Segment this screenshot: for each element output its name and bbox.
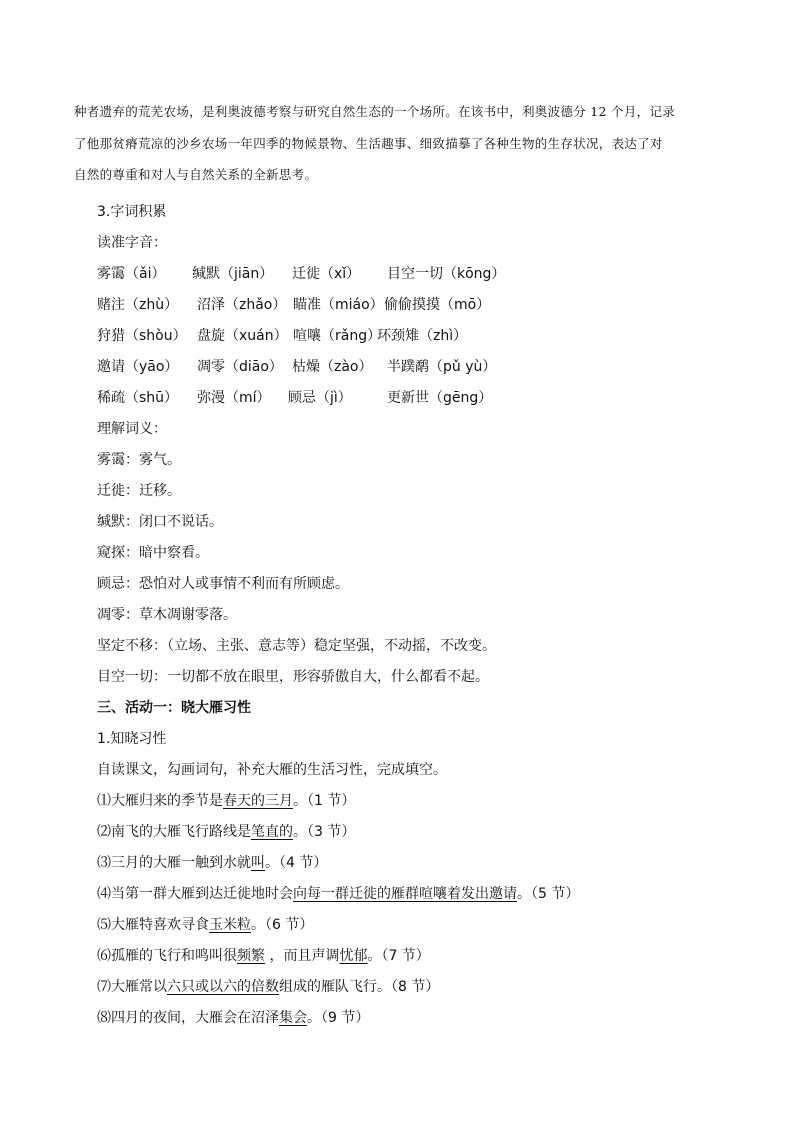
definition-item: 凋零：草木凋谢零落。	[97, 607, 237, 623]
definition-item: 窥探：暗中察看。	[97, 545, 209, 561]
intro-line-2: 了他那贫瘠荒凉的沙乡农场一年四季的物候景物、生活趣事、细致描摹了各种生物的生存状况，表达了对	[74, 136, 663, 151]
definitions-heading: 理解词义：	[97, 421, 167, 437]
item-answer: 集会	[279, 1010, 307, 1026]
item-answer: 笔直的	[251, 824, 293, 840]
pron-word: 顾忌（jì）	[288, 390, 352, 406]
pron-word: 环颈雉（zhì）	[377, 328, 468, 344]
fill-blank-item	[97, 915, 313, 935]
item-text: 。（7 节）	[367, 948, 430, 964]
definition-item: 目空一切：一切都不放在眼里，形容骄傲自大，什么都看不起。	[97, 669, 489, 685]
pron-word: 盘旋（xuán）	[197, 328, 288, 344]
pron-word: 凋零（diāo）	[197, 359, 283, 375]
item-text: ⑶三月的大雁一触到水就	[97, 855, 251, 871]
item-text: 。（1 节）	[293, 793, 356, 809]
definition-item: 顾忌：恐怕对人或事情不利而有所顾虑。	[97, 576, 349, 592]
pron-word: 喧嚷（rǎng）	[293, 328, 382, 344]
item-answer: 玉米粒	[209, 917, 251, 933]
item-text: ⑵南飞的大雁飞行路线是	[97, 824, 251, 840]
item-answer: 春天的三月	[223, 793, 293, 809]
item-text: ，而且声调	[265, 948, 340, 964]
pron-word: 半蹼鹬（pǔ yù）	[387, 359, 497, 375]
fill-blank-item	[97, 884, 579, 904]
definition-item: 迁徙：迁移。	[97, 483, 181, 499]
pron-word: 稀疏（shū）	[97, 390, 179, 406]
pron-word: 枯燥（zào）	[292, 359, 373, 375]
pron-word: 赌注（zhù）	[97, 297, 179, 313]
fill-blank-item	[97, 853, 327, 873]
item-answer: 叫	[251, 855, 265, 871]
activity-subheading: 1.知晓习性	[97, 731, 167, 747]
fill-blank-item	[97, 977, 439, 997]
pron-word: 更新世（gēng）	[387, 390, 493, 406]
activity-instruction: 自读课文，勾画词句，补充大雁的生活习性，完成填空。	[97, 762, 447, 778]
pron-word: 沼泽（zhǎo）	[197, 297, 287, 313]
fill-blank-item	[97, 791, 355, 811]
pron-word: 偷偷摸摸（mō）	[384, 297, 491, 313]
item-text: 。（6 节）	[251, 917, 314, 933]
fill-blank-item	[97, 822, 355, 842]
pronunciation-heading: 读准字音：	[97, 235, 167, 251]
item-text: 组成的雁队飞行。（8 节）	[279, 979, 440, 995]
pron-word: 瞄准（miáo）	[293, 297, 384, 313]
item-text: ⑺大雁常以	[97, 979, 167, 995]
item-answer: 忧郁	[339, 948, 368, 964]
item-text: ⑹孤雁的飞行和鸣叫很	[97, 948, 237, 964]
fill-blank-item	[97, 946, 430, 966]
definition-item: 缄默：闭口不说话。	[97, 514, 223, 530]
pron-word: 雾霭（ǎi）	[97, 266, 166, 282]
intro-line-3: 自然的尊重和对人与自然关系的全新思考。	[74, 167, 318, 182]
item-answer: 频繁	[237, 948, 265, 964]
pron-word: 弥漫（mí）	[197, 390, 271, 406]
item-text: ⑴大雁归来的季节是	[97, 793, 223, 809]
pron-word: 邀请（yāo）	[97, 359, 179, 375]
item-answer: 六只或以六的倍数	[167, 979, 279, 995]
item-text: 。（4 节）	[265, 855, 328, 871]
intro-line-1: 种者遗弃的荒芜农场，是利奥波德考察与研究自然生态的一个场所。在该书中，利奥波德分 12 个月，记录	[74, 104, 676, 119]
pron-word: 缄默（jiān）	[192, 266, 274, 282]
pron-word: 目空一切（kōng）	[387, 266, 506, 282]
item-text: 。（3 节）	[293, 824, 356, 840]
item-text: 。（5 节）	[517, 886, 580, 902]
activity-heading: 三、活动一：晓大雁习性	[97, 700, 251, 716]
item-text: ⑻四月的夜间，大雁会在沼泽	[97, 1010, 279, 1026]
item-answer: 向每一群迁徙的雁群喧嚷着发出邀请	[293, 886, 517, 902]
fill-blank-item	[97, 1008, 369, 1028]
section-heading-vocabulary: 3.字词积累	[97, 204, 167, 220]
item-text: 。（9 节）	[307, 1010, 370, 1026]
pron-word: 迁徙（xǐ）	[292, 266, 361, 282]
item-text: ⑷当第一群大雁到达迁徙地时会	[97, 886, 293, 902]
pron-word: 狩猎（shòu）	[97, 328, 187, 344]
item-text: ⑸大雁特喜欢寻食	[97, 917, 209, 933]
definition-item: 雾霭：雾气。	[97, 452, 181, 468]
definition-item: 坚定不移：（立场、主张、意志等）稳定坚强，不动摇，不改变。	[97, 638, 496, 654]
